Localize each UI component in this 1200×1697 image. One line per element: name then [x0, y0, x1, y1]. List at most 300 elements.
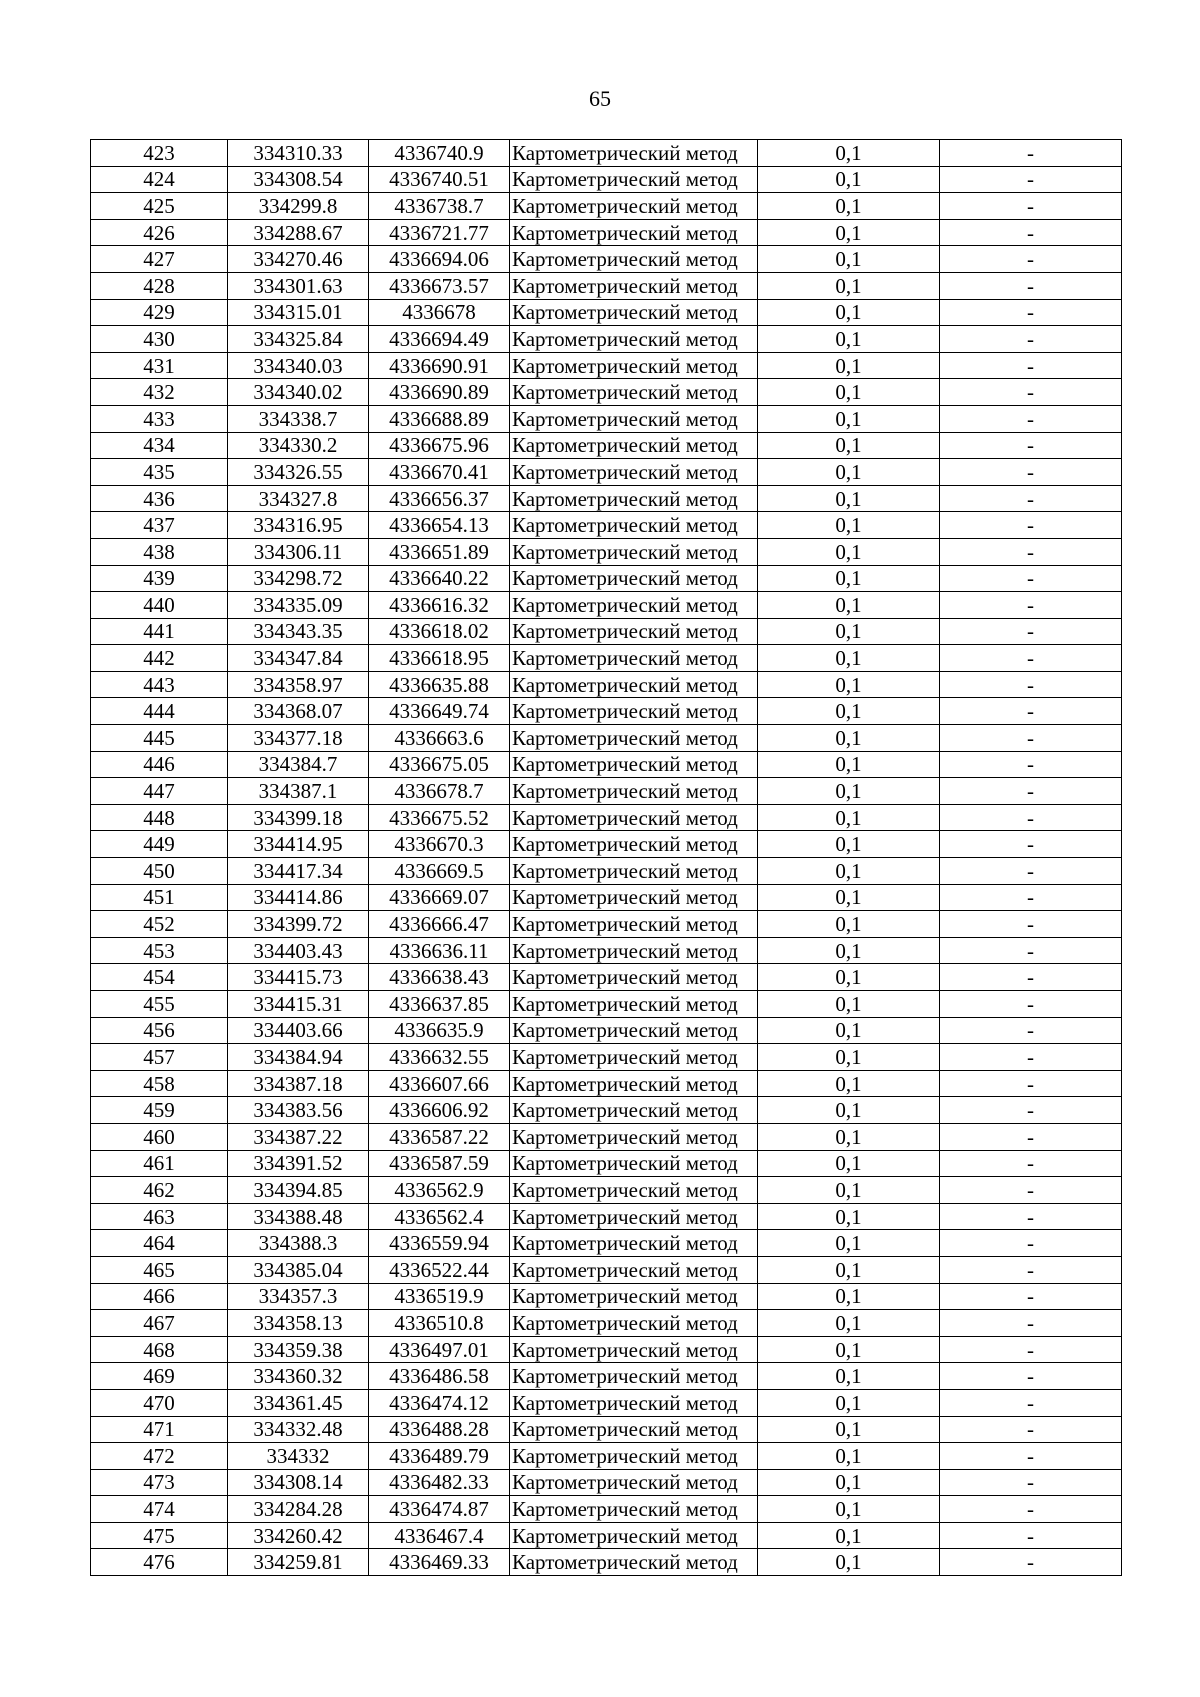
y-coordinate-cell: 4336694.06 [369, 246, 510, 273]
y-coordinate-cell: 4336675.05 [369, 751, 510, 778]
method-cell: Картометрический метод [510, 1336, 758, 1363]
method-cell: Картометрический метод [510, 326, 758, 353]
x-coordinate-cell: 334330.2 [228, 432, 369, 459]
y-coordinate-cell: 4336562.9 [369, 1177, 510, 1204]
y-coordinate-cell: 4336486.58 [369, 1363, 510, 1390]
accuracy-cell: 0,1 [758, 1522, 940, 1549]
note-cell: - [940, 1150, 1122, 1177]
x-coordinate-cell: 334343.35 [228, 618, 369, 645]
point-number-cell: 465 [91, 1256, 228, 1283]
table-row [91, 1256, 1122, 1283]
x-coordinate-cell: 334387.18 [228, 1070, 369, 1097]
table-row [91, 618, 1122, 645]
note-cell: - [940, 432, 1122, 459]
method-cell: Картометрический метод [510, 751, 758, 778]
accuracy-cell: 0,1 [758, 1017, 940, 1044]
note-cell: - [940, 1070, 1122, 1097]
point-number-cell: 430 [91, 326, 228, 353]
table-row [91, 671, 1122, 698]
point-number-cell: 432 [91, 379, 228, 406]
accuracy-cell: 0,1 [758, 405, 940, 432]
point-number-cell: 447 [91, 778, 228, 805]
table-row [91, 565, 1122, 592]
table-row [91, 166, 1122, 193]
x-coordinate-cell: 334360.32 [228, 1363, 369, 1390]
accuracy-cell: 0,1 [758, 379, 940, 406]
point-number-cell: 423 [91, 140, 228, 167]
method-cell: Картометрический метод [510, 804, 758, 831]
note-cell: - [940, 725, 1122, 752]
point-number-cell: 472 [91, 1443, 228, 1470]
x-coordinate-cell: 334377.18 [228, 725, 369, 752]
point-number-cell: 456 [91, 1017, 228, 1044]
note-cell: - [940, 778, 1122, 805]
method-cell: Картометрический метод [510, 778, 758, 805]
x-coordinate-cell: 334326.55 [228, 459, 369, 486]
table-row [91, 1336, 1122, 1363]
point-number-cell: 444 [91, 698, 228, 725]
method-cell: Картометрический метод [510, 937, 758, 964]
method-cell: Картометрический метод [510, 1522, 758, 1549]
note-cell: - [940, 911, 1122, 938]
accuracy-cell: 0,1 [758, 1310, 940, 1337]
accuracy-cell: 0,1 [758, 1044, 940, 1071]
y-coordinate-cell: 4336670.3 [369, 831, 510, 858]
point-number-cell: 471 [91, 1416, 228, 1443]
point-number-cell: 443 [91, 671, 228, 698]
y-coordinate-cell: 4336467.4 [369, 1522, 510, 1549]
point-number-cell: 433 [91, 405, 228, 432]
note-cell: - [940, 193, 1122, 220]
accuracy-cell: 0,1 [758, 831, 940, 858]
method-cell: Картометрический метод [510, 299, 758, 326]
accuracy-cell: 0,1 [758, 1203, 940, 1230]
table-row [91, 1177, 1122, 1204]
y-coordinate-cell: 4336669.07 [369, 884, 510, 911]
y-coordinate-cell: 4336638.43 [369, 964, 510, 991]
point-number-cell: 424 [91, 166, 228, 193]
accuracy-cell: 0,1 [758, 911, 940, 938]
point-number-cell: 458 [91, 1070, 228, 1097]
accuracy-cell: 0,1 [758, 671, 940, 698]
accuracy-cell: 0,1 [758, 778, 940, 805]
table-row [91, 592, 1122, 619]
accuracy-cell: 0,1 [758, 1469, 940, 1496]
note-cell: - [940, 140, 1122, 167]
accuracy-cell: 0,1 [758, 512, 940, 539]
x-coordinate-cell: 334288.67 [228, 219, 369, 246]
accuracy-cell: 0,1 [758, 1256, 940, 1283]
table-row [91, 1416, 1122, 1443]
x-coordinate-cell: 334399.72 [228, 911, 369, 938]
point-number-cell: 466 [91, 1283, 228, 1310]
x-coordinate-cell: 334403.43 [228, 937, 369, 964]
accuracy-cell: 0,1 [758, 1177, 940, 1204]
note-cell: - [940, 326, 1122, 353]
point-number-cell: 457 [91, 1044, 228, 1071]
point-number-cell: 455 [91, 991, 228, 1018]
table-row [91, 991, 1122, 1018]
point-number-cell: 448 [91, 804, 228, 831]
point-number-cell: 431 [91, 352, 228, 379]
y-coordinate-cell: 4336637.85 [369, 991, 510, 1018]
y-coordinate-cell: 4336559.94 [369, 1230, 510, 1257]
method-cell: Картометрический метод [510, 592, 758, 619]
point-number-cell: 463 [91, 1203, 228, 1230]
point-number-cell: 470 [91, 1389, 228, 1416]
table-row [91, 964, 1122, 991]
note-cell: - [940, 1123, 1122, 1150]
y-coordinate-cell: 4336738.7 [369, 193, 510, 220]
accuracy-cell: 0,1 [758, 698, 940, 725]
y-coordinate-cell: 4336489.79 [369, 1443, 510, 1470]
method-cell: Картометрический метод [510, 166, 758, 193]
accuracy-cell: 0,1 [758, 1496, 940, 1523]
method-cell: Картометрический метод [510, 1044, 758, 1071]
table-row [91, 1150, 1122, 1177]
y-coordinate-cell: 4336640.22 [369, 565, 510, 592]
note-cell: - [940, 246, 1122, 273]
y-coordinate-cell: 4336694.49 [369, 326, 510, 353]
accuracy-cell: 0,1 [758, 1336, 940, 1363]
note-cell: - [940, 485, 1122, 512]
y-coordinate-cell: 4336618.95 [369, 645, 510, 672]
table-row [91, 1097, 1122, 1124]
x-coordinate-cell: 334306.11 [228, 538, 369, 565]
method-cell: Картометрический метод [510, 1150, 758, 1177]
method-cell: Картометрический метод [510, 565, 758, 592]
accuracy-cell: 0,1 [758, 1283, 940, 1310]
x-coordinate-cell: 334388.48 [228, 1203, 369, 1230]
note-cell: - [940, 1310, 1122, 1337]
y-coordinate-cell: 4336663.6 [369, 725, 510, 752]
table-row [91, 911, 1122, 938]
method-cell: Картометрический метод [510, 1070, 758, 1097]
point-number-cell: 446 [91, 751, 228, 778]
accuracy-cell: 0,1 [758, 272, 940, 299]
y-coordinate-cell: 4336635.9 [369, 1017, 510, 1044]
accuracy-cell: 0,1 [758, 1097, 940, 1124]
x-coordinate-cell: 334332 [228, 1443, 369, 1470]
y-coordinate-cell: 4336618.02 [369, 618, 510, 645]
y-coordinate-cell: 4336510.8 [369, 1310, 510, 1337]
accuracy-cell: 0,1 [758, 432, 940, 459]
point-number-cell: 427 [91, 246, 228, 273]
table-row [91, 219, 1122, 246]
method-cell: Картометрический метод [510, 485, 758, 512]
y-coordinate-cell: 4336562.4 [369, 1203, 510, 1230]
x-coordinate-cell: 334298.72 [228, 565, 369, 592]
method-cell: Картометрический метод [510, 1256, 758, 1283]
method-cell: Картометрический метод [510, 432, 758, 459]
note-cell: - [940, 1363, 1122, 1390]
method-cell: Картометрический метод [510, 725, 758, 752]
accuracy-cell: 0,1 [758, 1443, 940, 1470]
y-coordinate-cell: 4336670.41 [369, 459, 510, 486]
y-coordinate-cell: 4336688.89 [369, 405, 510, 432]
note-cell: - [940, 1230, 1122, 1257]
y-coordinate-cell: 4336666.47 [369, 911, 510, 938]
method-cell: Картометрический метод [510, 1203, 758, 1230]
point-number-cell: 429 [91, 299, 228, 326]
accuracy-cell: 0,1 [758, 246, 940, 273]
table-row [91, 459, 1122, 486]
method-cell: Картометрический метод [510, 379, 758, 406]
point-number-cell: 449 [91, 831, 228, 858]
table-row [91, 937, 1122, 964]
point-number-cell: 436 [91, 485, 228, 512]
point-number-cell: 476 [91, 1549, 228, 1576]
x-coordinate-cell: 334301.63 [228, 272, 369, 299]
y-coordinate-cell: 4336740.9 [369, 140, 510, 167]
note-cell: - [940, 538, 1122, 565]
y-coordinate-cell: 4336519.9 [369, 1283, 510, 1310]
y-coordinate-cell: 4336669.5 [369, 858, 510, 885]
y-coordinate-cell: 4336474.12 [369, 1389, 510, 1416]
y-coordinate-cell: 4336675.96 [369, 432, 510, 459]
accuracy-cell: 0,1 [758, 725, 940, 752]
table-row [91, 485, 1122, 512]
accuracy-cell: 0,1 [758, 618, 940, 645]
method-cell: Картометрический метод [510, 405, 758, 432]
method-cell: Картометрический метод [510, 671, 758, 698]
method-cell: Картометрический метод [510, 1549, 758, 1576]
x-coordinate-cell: 334399.18 [228, 804, 369, 831]
accuracy-cell: 0,1 [758, 937, 940, 964]
method-cell: Картометрический метод [510, 1017, 758, 1044]
method-cell: Картометрический метод [510, 1496, 758, 1523]
y-coordinate-cell: 4336616.32 [369, 592, 510, 619]
accuracy-cell: 0,1 [758, 645, 940, 672]
note-cell: - [940, 166, 1122, 193]
table-row [91, 1363, 1122, 1390]
y-coordinate-cell: 4336636.11 [369, 937, 510, 964]
point-number-cell: 440 [91, 592, 228, 619]
table-row [91, 751, 1122, 778]
y-coordinate-cell: 4336474.87 [369, 1496, 510, 1523]
method-cell: Картометрический метод [510, 219, 758, 246]
table-row [91, 1070, 1122, 1097]
note-cell: - [940, 1256, 1122, 1283]
accuracy-cell: 0,1 [758, 1549, 940, 1576]
y-coordinate-cell: 4336522.44 [369, 1256, 510, 1283]
method-cell: Картометрический метод [510, 1443, 758, 1470]
point-number-cell: 473 [91, 1469, 228, 1496]
note-cell: - [940, 937, 1122, 964]
method-cell: Картометрический метод [510, 459, 758, 486]
y-coordinate-cell: 4336690.91 [369, 352, 510, 379]
method-cell: Картометрический метод [510, 1310, 758, 1337]
point-number-cell: 467 [91, 1310, 228, 1337]
y-coordinate-cell: 4336635.88 [369, 671, 510, 698]
table-row [91, 1389, 1122, 1416]
note-cell: - [940, 379, 1122, 406]
method-cell: Картометрический метод [510, 512, 758, 539]
accuracy-cell: 0,1 [758, 166, 940, 193]
coordinates-table-body [91, 140, 1122, 1576]
point-number-cell: 459 [91, 1097, 228, 1124]
table-row [91, 246, 1122, 273]
accuracy-cell: 0,1 [758, 751, 940, 778]
point-number-cell: 462 [91, 1177, 228, 1204]
note-cell: - [940, 219, 1122, 246]
method-cell: Картометрический метод [510, 1097, 758, 1124]
table-row [91, 538, 1122, 565]
point-number-cell: 437 [91, 512, 228, 539]
point-number-cell: 434 [91, 432, 228, 459]
note-cell: - [940, 1283, 1122, 1310]
x-coordinate-cell: 334359.38 [228, 1336, 369, 1363]
x-coordinate-cell: 334316.95 [228, 512, 369, 539]
x-coordinate-cell: 334357.3 [228, 1283, 369, 1310]
point-number-cell: 425 [91, 193, 228, 220]
table-row [91, 272, 1122, 299]
point-number-cell: 439 [91, 565, 228, 592]
x-coordinate-cell: 334315.01 [228, 299, 369, 326]
note-cell: - [940, 1549, 1122, 1576]
accuracy-cell: 0,1 [758, 299, 940, 326]
note-cell: - [940, 459, 1122, 486]
point-number-cell: 468 [91, 1336, 228, 1363]
table-row [91, 1496, 1122, 1523]
table-row [91, 299, 1122, 326]
method-cell: Картометрический метод [510, 964, 758, 991]
note-cell: - [940, 991, 1122, 1018]
point-number-cell: 451 [91, 884, 228, 911]
x-coordinate-cell: 334383.56 [228, 1097, 369, 1124]
accuracy-cell: 0,1 [758, 1416, 940, 1443]
y-coordinate-cell: 4336649.74 [369, 698, 510, 725]
accuracy-cell: 0,1 [758, 884, 940, 911]
x-coordinate-cell: 334385.04 [228, 1256, 369, 1283]
method-cell: Картометрический метод [510, 246, 758, 273]
x-coordinate-cell: 334394.85 [228, 1177, 369, 1204]
note-cell: - [940, 751, 1122, 778]
note-cell: - [940, 645, 1122, 672]
note-cell: - [940, 618, 1122, 645]
x-coordinate-cell: 334299.8 [228, 193, 369, 220]
x-coordinate-cell: 334327.8 [228, 485, 369, 512]
x-coordinate-cell: 334384.94 [228, 1044, 369, 1071]
note-cell: - [940, 1389, 1122, 1416]
y-coordinate-cell: 4336656.37 [369, 485, 510, 512]
method-cell: Картометрический метод [510, 1416, 758, 1443]
point-number-cell: 453 [91, 937, 228, 964]
note-cell: - [940, 565, 1122, 592]
note-cell: - [940, 1097, 1122, 1124]
y-coordinate-cell: 4336651.89 [369, 538, 510, 565]
accuracy-cell: 0,1 [758, 991, 940, 1018]
method-cell: Картометрический метод [510, 272, 758, 299]
x-coordinate-cell: 334403.66 [228, 1017, 369, 1044]
x-coordinate-cell: 334414.95 [228, 831, 369, 858]
x-coordinate-cell: 334260.42 [228, 1522, 369, 1549]
accuracy-cell: 0,1 [758, 1363, 940, 1390]
note-cell: - [940, 1017, 1122, 1044]
y-coordinate-cell: 4336606.92 [369, 1097, 510, 1124]
x-coordinate-cell: 334368.07 [228, 698, 369, 725]
table-row [91, 1044, 1122, 1071]
x-coordinate-cell: 334361.45 [228, 1389, 369, 1416]
point-number-cell: 475 [91, 1522, 228, 1549]
accuracy-cell: 0,1 [758, 219, 940, 246]
x-coordinate-cell: 334415.73 [228, 964, 369, 991]
x-coordinate-cell: 334340.03 [228, 352, 369, 379]
point-number-cell: 445 [91, 725, 228, 752]
accuracy-cell: 0,1 [758, 326, 940, 353]
point-number-cell: 438 [91, 538, 228, 565]
method-cell: Картометрический метод [510, 193, 758, 220]
x-coordinate-cell: 334388.3 [228, 1230, 369, 1257]
table-row [91, 1203, 1122, 1230]
y-coordinate-cell: 4336678 [369, 299, 510, 326]
point-number-cell: 441 [91, 618, 228, 645]
note-cell: - [940, 592, 1122, 619]
y-coordinate-cell: 4336632.55 [369, 1044, 510, 1071]
point-number-cell: 426 [91, 219, 228, 246]
table-row [91, 1469, 1122, 1496]
note-cell: - [940, 884, 1122, 911]
x-coordinate-cell: 334358.97 [228, 671, 369, 698]
table-row [91, 1017, 1122, 1044]
x-coordinate-cell: 334308.14 [228, 1469, 369, 1496]
method-cell: Картометрический метод [510, 140, 758, 167]
table-row [91, 698, 1122, 725]
x-coordinate-cell: 334387.1 [228, 778, 369, 805]
note-cell: - [940, 405, 1122, 432]
table-row [91, 1310, 1122, 1337]
table-row [91, 193, 1122, 220]
accuracy-cell: 0,1 [758, 804, 940, 831]
y-coordinate-cell: 4336607.66 [369, 1070, 510, 1097]
x-coordinate-cell: 334332.48 [228, 1416, 369, 1443]
y-coordinate-cell: 4336482.33 [369, 1469, 510, 1496]
y-coordinate-cell: 4336721.77 [369, 219, 510, 246]
method-cell: Картометрический метод [510, 1230, 758, 1257]
table-row [91, 1283, 1122, 1310]
method-cell: Картометрический метод [510, 645, 758, 672]
method-cell: Картометрический метод [510, 911, 758, 938]
method-cell: Картометрический метод [510, 1469, 758, 1496]
x-coordinate-cell: 334310.33 [228, 140, 369, 167]
table-row [91, 1123, 1122, 1150]
table-row [91, 804, 1122, 831]
point-number-cell: 461 [91, 1150, 228, 1177]
note-cell: - [940, 1443, 1122, 1470]
method-cell: Картометрический метод [510, 618, 758, 645]
accuracy-cell: 0,1 [758, 964, 940, 991]
table-row [91, 1549, 1122, 1576]
table-row [91, 1230, 1122, 1257]
table-row [91, 1443, 1122, 1470]
method-cell: Картометрический метод [510, 1389, 758, 1416]
page-number: 65 [589, 86, 611, 111]
x-coordinate-cell: 334340.02 [228, 379, 369, 406]
y-coordinate-cell: 4336497.01 [369, 1336, 510, 1363]
x-coordinate-cell: 334391.52 [228, 1150, 369, 1177]
method-cell: Картометрический метод [510, 1283, 758, 1310]
x-coordinate-cell: 334358.13 [228, 1310, 369, 1337]
table-row [91, 352, 1122, 379]
accuracy-cell: 0,1 [758, 352, 940, 379]
method-cell: Картометрический метод [510, 1363, 758, 1390]
note-cell: - [940, 804, 1122, 831]
accuracy-cell: 0,1 [758, 1123, 940, 1150]
note-cell: - [940, 272, 1122, 299]
x-coordinate-cell: 334335.09 [228, 592, 369, 619]
accuracy-cell: 0,1 [758, 565, 940, 592]
y-coordinate-cell: 4336690.89 [369, 379, 510, 406]
